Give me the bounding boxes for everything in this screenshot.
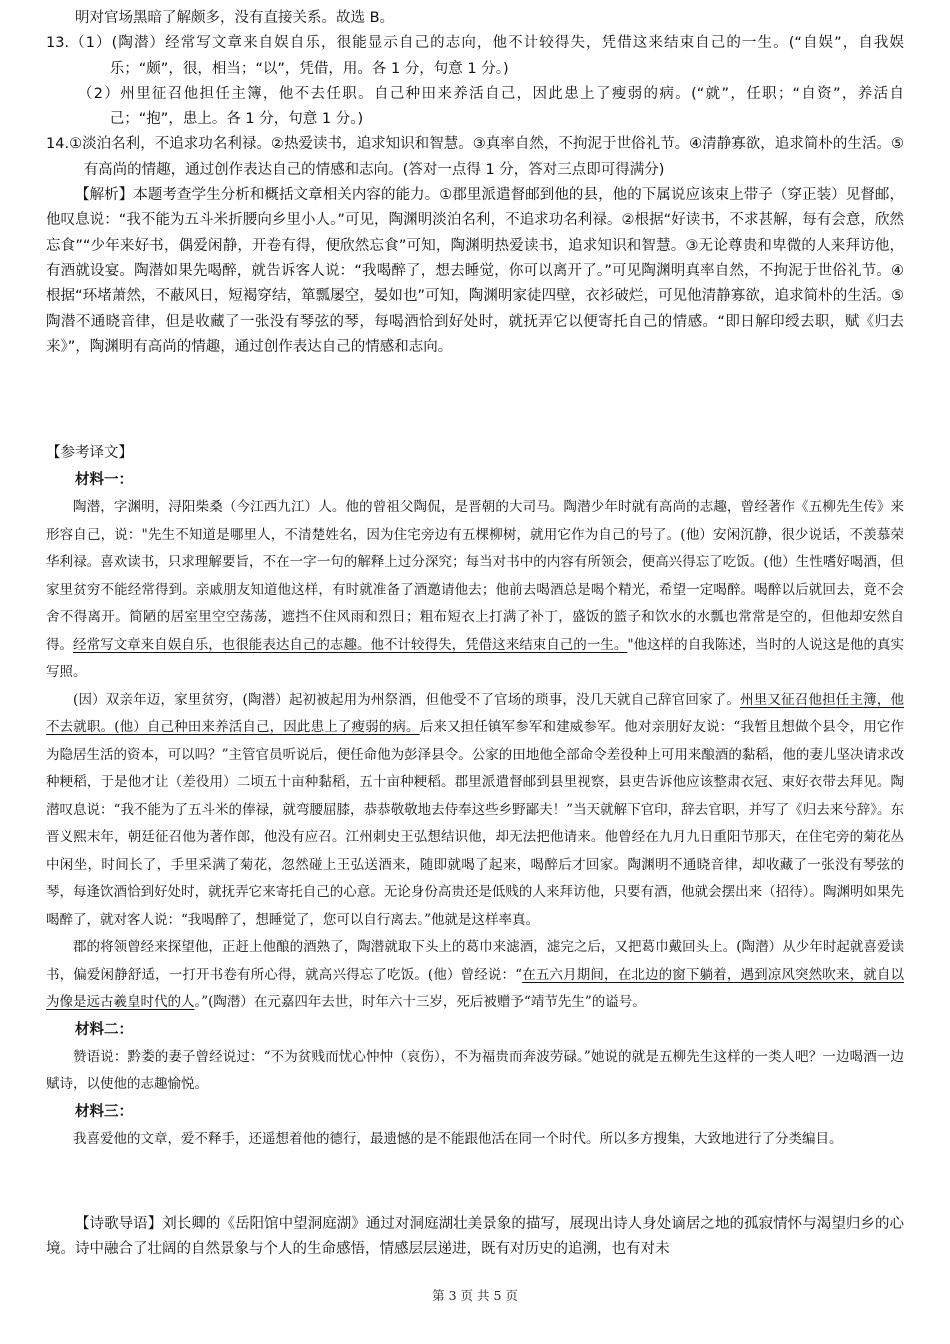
material-three-title: 材料三：	[75, 1103, 133, 1120]
material-one-title: 材料一：	[75, 472, 133, 488]
page-footer: 第 3 页 共 5 页	[432, 1288, 518, 1303]
answer-13-2: （2）州里征召他担任主簿，他不去任职。自己种田来养活自己，因此患上了瘦弱的病。(“就”，任职；“自资”，养活自己；“抱”，患上。各 1 分，句意 1 分。)	[77, 85, 904, 128]
analysis-paragraph: 【解析】本题考查学生分析和概括文章相关内容的能力。①郡里派遣督邮到他的县，他的下属说应该束上带子（穿正装）见督邮，他叹息说：“我不能为五斗米折腰向乡里小人。”可见，陶渊明淡泊名利，不追求功名利禄。②根据“好读书，不求甚解，每有会意，欣然忘食”“少年来好书，偶爱闲静，开卷有得，便欣然忘食”可知，陶渊明热爱读书，追求知识和智慧。③无论尊贵和卑微的人来拜访他，有酒就设宴。陶潜如果先喝醉，就告诉客人说：“我喝醉了，想去睡觉，你可以离开了。”可见陶渊明真率自然，不拘泥于世俗礼节。④根据“环堵萧然，不蔽风日，短褐穿结，箪瓢屡空，晏如也”可知，陶渊明家徒四壁，衣衫破烂，可见他清静寡欲，追求简朴的生活。⑤陶潜不通晓音律，但是收藏了一张没有琴弦的琴，每喝酒恰到好处时，就抚弄它以便寄托自己的情感。“即日解印绶去职，赋《归去来》”，陶渊明有高尚的情趣，通过创作表达自己的情感和志向。	[46, 187, 904, 355]
answer-line-continuation: 明对官场黑暗了解颇多，没有直接关系。故选 B。	[75, 10, 395, 26]
material-two-title: 材料二：	[75, 1021, 133, 1038]
reference-translation	[46, 440, 904, 1153]
translation-heading: 【参考译文】	[46, 445, 133, 461]
translation-paragraph-5: 我喜爱他的文章，爱不释手，还遥想着他的德行，最遗憾的是不能跟他活在同一个时代。所以多方搜集，大致地进行了分类编目。	[73, 1130, 843, 1147]
translation-paragraph-2: (因）双亲年迈，家里贫穷，(陶潜）起初被起用为州祭酒，但他受不了官场的琐事，没几天就自己辞官回家了。州里又征召他担任主簿，他不去就职。(他）自己种田来养活自己，因此患上了瘦弱的病。后来又担任镇军参军和建威参军。他对亲朋好友说：“我暂且想做个县令，用它作为隐居生活的资本，可以吗？”主管官员听说后，便任命他为彭泽县令。公家的田地他全部命令差役种上可用来酿酒的黏稻，他的妻儿坚决请求改种粳稻，于是他才让（差役用）二顷五十亩种黏稻，五十亩种粳稻。郡里派遣督邮到县里视察，县吏告诉他应该整肃衣冠、束好衣带去拜见。陶潜叹息说：“我不能为了五斗米的俸禄，就弯腰屈膝，恭恭敬敬地去侍奉这些乡野鄙夫！”当天就解下官印，辞去官职，并写了《归去来兮辞》。东晋义熙末年，朝廷征召他为著作郎，他没有应召。江州刺史王弘想结识他，却无法把他请来。他曾经在九月九日重阳节那天，在住宅旁的菊花丛中闲坐，时间长了，手里采满了菊花，忽然碰上王弘送酒来，随即就喝了起来，喝醉后才回家。陶渊明不通晓音律，却收藏了一张没有琴弦的琴，每逢饮酒恰到好处时，就抚弄它来寄托自己的心意。无论身份高贵还是低贱的人来拜访他，只要有酒，他就会摆出来（招待）。陶渊明如果先喝醉了，就对客人说：“我喝醉了，想睡觉了，您可以自行离去。”他就是这样率真。	[46, 691, 904, 928]
underlined-sentence-1: 经常写文章来自娱自乐，也很能表达自己的志趣。他不计较得失，凭借这来结束自己的一生。	[73, 636, 628, 653]
underlined-sentence-2: 州里又征召他担任主簿，他不去就职。(他）自己种田来养活自己，因此患上了瘦弱的病。	[46, 691, 904, 735]
answer-section	[46, 6, 904, 360]
poem-guide	[46, 1212, 904, 1263]
underlined-sentence-3: 在五六月期间，在北边的窗下躺着，遇到凉风突然吹来，就自以为像是远古羲皇时代的人	[46, 966, 905, 1010]
translation-paragraph-4: 赞语说：黔娄的妻子曾经说过：“不为贫贱而忧心忡忡（哀伤），不为福贵而奔波劳碌。”她说的就是五柳先生这样的一类人吧？一边喝酒一边赋诗，以使他的志趣愉悦。	[46, 1048, 904, 1092]
poem-guide-paragraph: 【诗歌导语】刘长卿的《岳阳馆中望洞庭湖》通过对洞庭湖壮美景象的描写，展现出诗人身处谪居之地的孤寂情怀与渴望归乡的心境。诗中融合了壮阔的自然景象与个人的生命感悟，情感层层递进，既有对历史的追溯，也有对未	[46, 1216, 904, 1258]
translation-paragraph-3: 郡的将领曾经来探望他，正赶上他酿的酒熟了，陶潜就取下头上的葛巾来滤酒，滤完之后，又把葛巾戴回头上。(陶潜）从少年时起就喜爱读书，偏爱闲静舒适，一打开书卷有所心得，就高兴得忘了吃饭。(他）曾经说：“在五六月期间，在北边的窗下躺着，遇到凉风突然吹来，就自以为像是远古羲皇时代的人。”(陶潜）在元嘉四年去世，时年六十三岁，死后被赠予“靖节先生”的谥号。	[46, 939, 905, 1010]
answer-13-1: 13.（1）(陶潜）经常写文章来自娱自乐，很能显示自己的志向，他不计较得失，凭借这来结束自己的一生。(“自娱”，自我娱乐；“颇”，很，相当；“以”，凭借，用。各 1 分，句意 1 分。)	[46, 35, 904, 77]
answer-14: 14.①淡泊名利，不追求功名利禄。②热爱读书，追求知识和智慧。③真率自然，不拘泥于世俗礼节。④清静寡欲，追求简朴的生活。⑤有高尚的情趣，通过创作表达自己的情感和志向。(答对一点得 1 分，答对三点即可得满分)	[46, 136, 904, 178]
translation-paragraph-1: 陶潜，字渊明，浔阳柴桑（今江西九江）人。他的曾祖父陶侃，是晋朝的大司马。陶潜少年时就有高尚的志趣，曾经著作《五柳先生传》来形容自己，说："先生不知道是哪里人，不清楚姓名，因为住宅旁边有五棵柳树，就用它作为自己的号了。(他）安闲沉静，很少说话，不羡慕荣华利禄。喜欢读书，只求理解要旨，不在一字一句的解释上过分深究；每当对书中的内容有所领会，便高兴得忘了吃饭。(他）生性嗜好喝酒，但家里贫穷不能经常得到。亲戚朋友知道他这样，有时就准备了酒邀请他去；他前去喝酒总是喝个精光，希望一定喝醉。喝醉以后就回去，竟不会舍不得离开。简陋的居室里空空荡荡，遮挡不住风雨和烈日；粗布短衣上打满了补丁，盛饭的篮子和饮水的水瓢也常常是空的，但他却安然自得。经常写文章来自娱自乐，也很能表达自己的志趣。他不计较得失，凭借这来结束自己的一生。"他这样的自我陈述，当时的人说这是他的真实写照。	[46, 499, 905, 680]
